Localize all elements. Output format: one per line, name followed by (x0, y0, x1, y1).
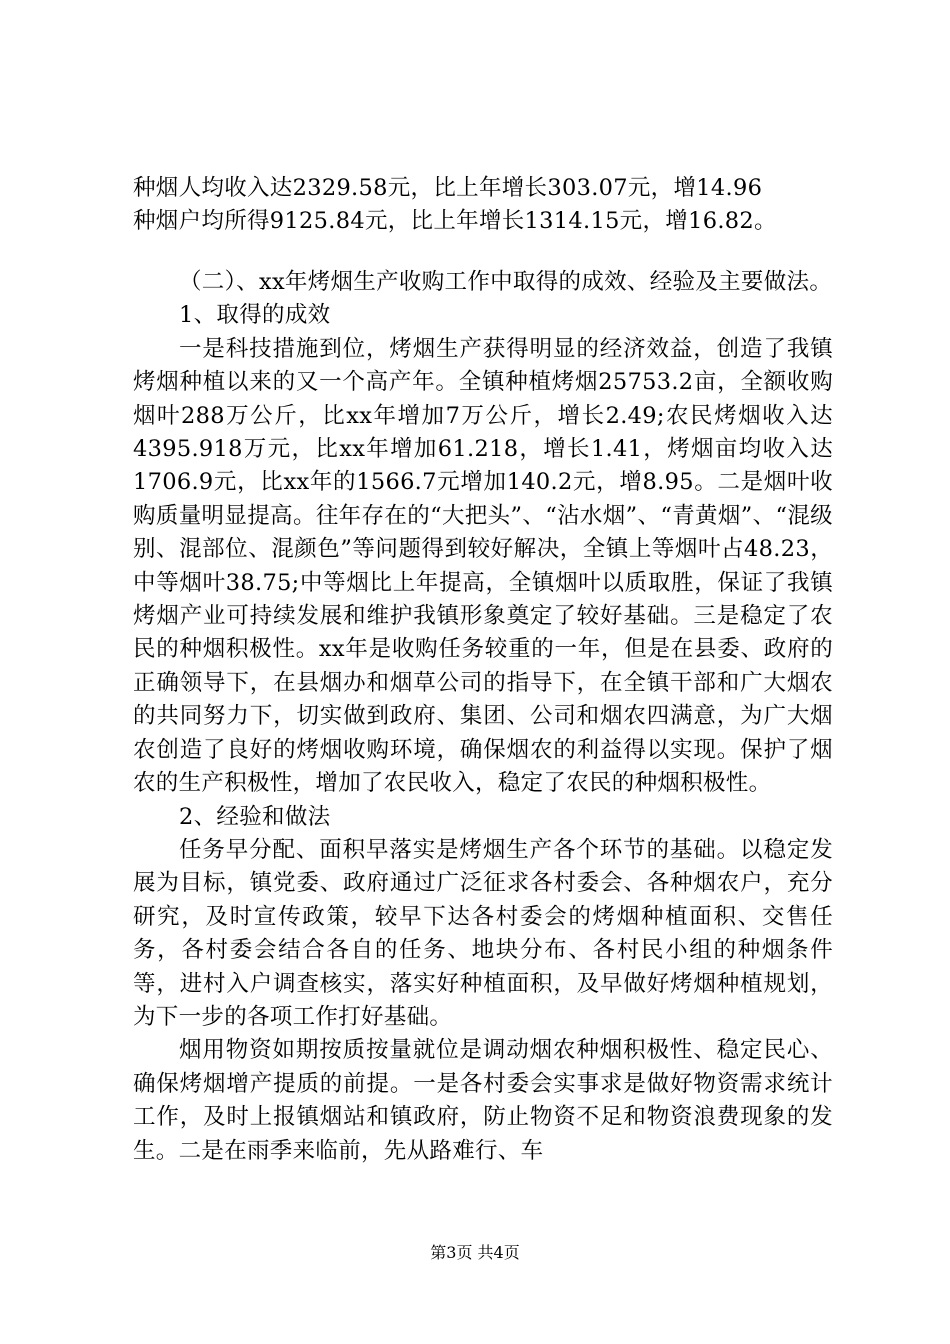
text-line: 种烟人均收入达2329.58元，比上年增长303.07元，增14.96 (133, 175, 763, 201)
paragraph-materials: 烟用物资如期按质按量就位是调动烟农种烟积极性、稳定民心、确保烤烟增产提质的前提。一是各村委会实事求是做好物资需求统计工作，及时上报镇烟站和镇政府，防止物资不足和物资浪费现象的发生。二是在雨季来临前，先从路难行、车 (133, 1037, 833, 1164)
text-line: 种烟户均所得9125.84元，比上年增长1314.15元，增16.82。 (133, 208, 777, 235)
paragraph-task-allocation: 任务早分配、面积早落实是烤烟生产各个环节的基础。以稳定发展为目标，镇党委、政府通过广泛征求各村委会、各种烟农户，充分研究，及时宣传政策，较早下达各村委会的烤烟种植面积、交售任务，各村委会结合各自的任务、地块分布、各村民小组的种烟条件等，进村入户调查核实，落实好种植面积，及早做好烤烟种植规划，为下一步的各项工作打好基础。 (133, 836, 833, 1030)
top-paragraph (133, 172, 833, 239)
paragraph-achievements: 一是科技措施到位，烤烟生产获得明显的经济效益，创造了我镇烤烟种植以来的又一个高产年。全镇种植烤烟25753.2亩，全额收购烟叶288万公斤，比xx年增加7万公斤，增长2.49;农民烤烟收入达4395.918万元，比xx年增加61.218，增长1.41，烤烟亩均收入达1706.9元，比xx年的1566.7元增加140.2元，增8.95。二是烟叶收购质量明显提高。往年存在的“大把头”、“沾水烟”、“青黄烟”、“混级别、混部位、混颜色”等问题得到较好解决，全镇上等烟叶占48.23，中等烟叶38.75;中等烟比上年提高，全镇烟叶以质取胜，保证了我镇烤烟产业可持续发展和维护我镇形象奠定了较好基础。三是稳定了农民的种烟积极性。xx年是收购任务较重的一年，但是在县委、政府的正确领导下，在县烟办和烟草公司的指导下，在全镇干部和广大烟农的共同努力下，切实做到政府、集团、公司和烟农四满意，为广大烟农创造了良好的烤烟收购环境，确保烟农的利益得以实现。保护了烟农的生产积极性，增加了农民收入，稳定了农民的种烟积极性。 (133, 335, 833, 797)
section-heading: （二）、xx年烤烟生产收购工作中取得的成效、经验及主要做法。 (179, 269, 833, 295)
subsection-heading-achievements: 1、取得的成效 (179, 302, 331, 329)
main-content (133, 266, 833, 1168)
page-footer: 第3页 共4页 (430, 1243, 520, 1262)
subsection-heading-experience: 2、经验和做法 (179, 803, 331, 830)
